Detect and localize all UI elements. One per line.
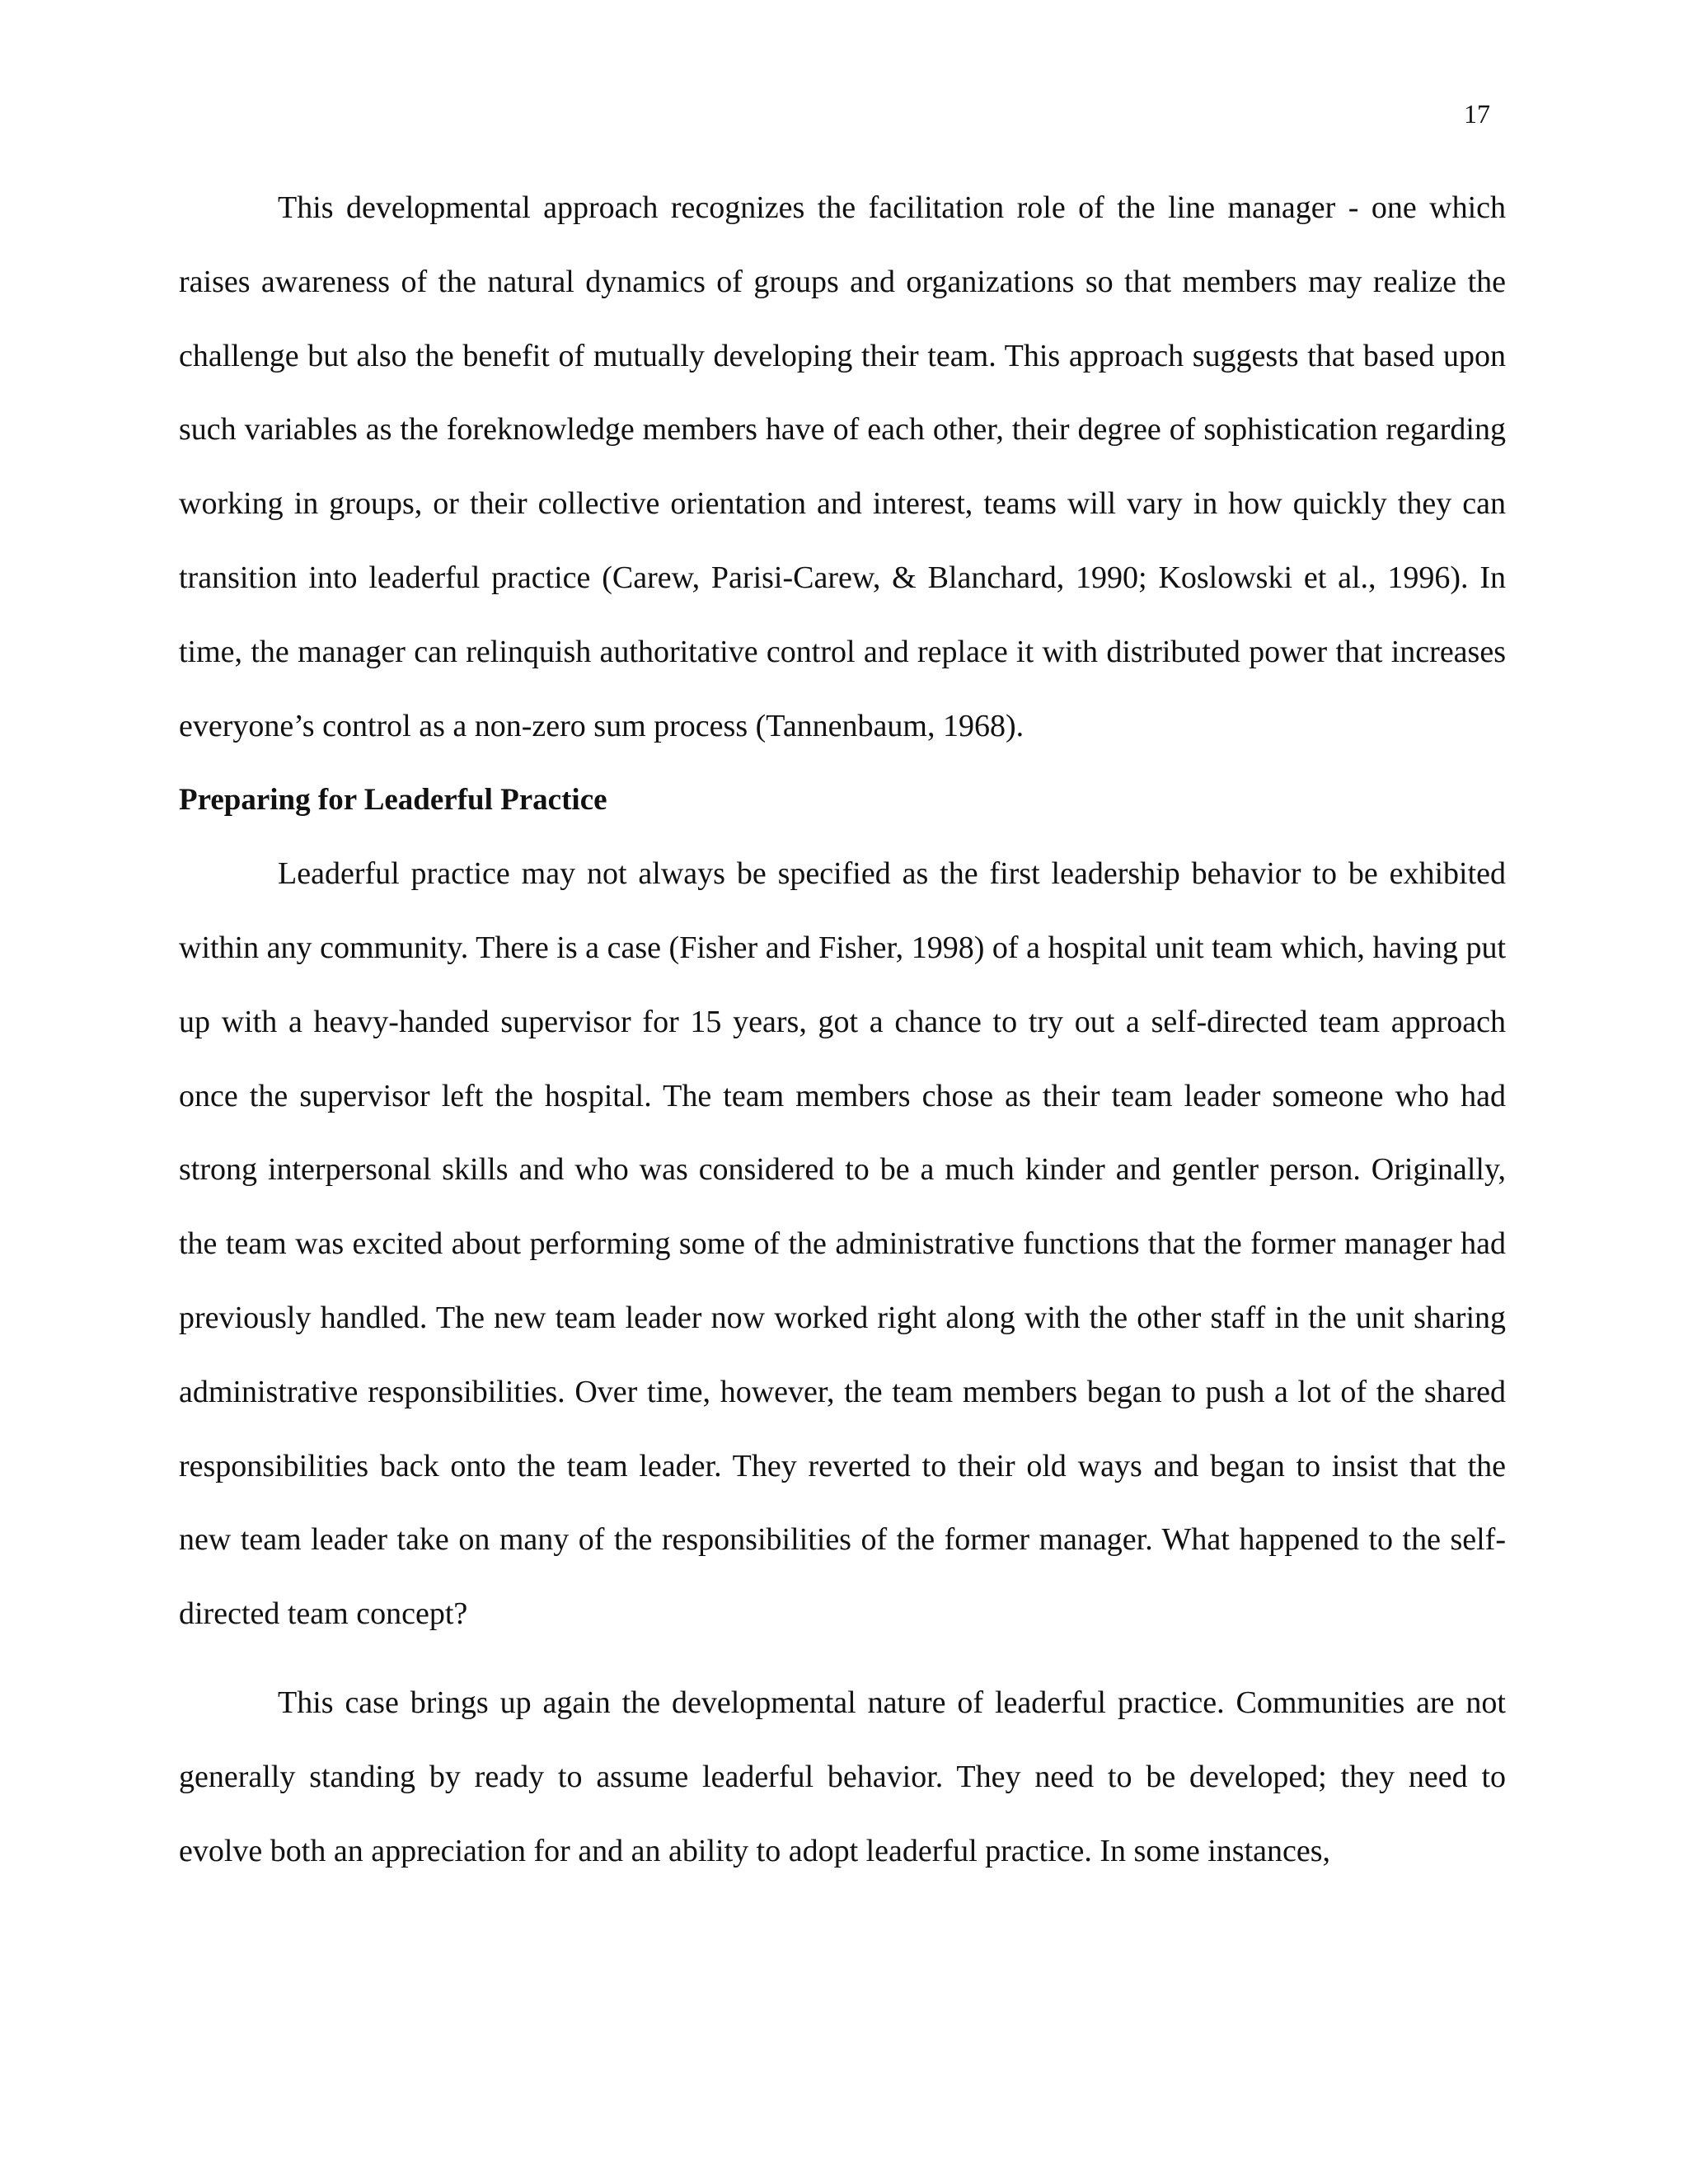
paragraph-developmental-nature: This case brings up again the developmental nature of leaderful practice. Communities are not generally standing by ready to assume leaderful behavior. They need to be developed; they need to evolve both an appreciation for and an ability to adopt leaderful practice. In some instances,	[179, 1685, 1506, 1868]
paragraph-developmental-approach: This developmental approach recognizes the facilitation role of the line manager - one which raises awareness of the natural dynamics of groups and organizations so that members may realize the challenge but also the benefit of mutually developing their team. This approach suggests that based upon such variables as the foreknowledge members have of each other, their degree of sophistication regarding working in groups, or their collective orientation and interest, teams will vary in how quickly they can transition into leaderful practice (Carew, Parisi-Carew, & Blanchard, 1990; Koslowski et al., 1996). In time, the manager can relinquish authoritative control and replace it with distributed power that increases everyone’s control as a non-zero sum process (Tannenbaum, 1968).	[179, 190, 1506, 743]
section-heading: Preparing for Leaderful Practice	[179, 783, 607, 818]
document-body	[179, 171, 1506, 1888]
page-number: 17	[1464, 99, 1490, 129]
paragraph-hospital-case: Leaderful practice may not always be specified as the first leadership behavior to be exhibited within any community. There is a case (Fisher and Fisher, 1998) of a hospital unit team which, having put up with a heavy-handed supervisor for 15 years, got a chance to try out a self-directed team approach once the supervisor left the hospital. The team members chose as their team leader someone who had strong interpersonal skills and who was considered to be a much kinder and gentler person. Originally, the team was excited about performing some of the administrative functions that the former manager had previously handled. The new team leader now worked right along with the other staff in the unit sharing administrative responsibilities. Over time, however, the team members began to push a lot of the shared responsibilities back onto the team leader. They reverted to their old ways and began to insist that the new team leader take on many of the responsibilities of the former manager. What happened to the self-directed team concept?	[179, 856, 1506, 1632]
